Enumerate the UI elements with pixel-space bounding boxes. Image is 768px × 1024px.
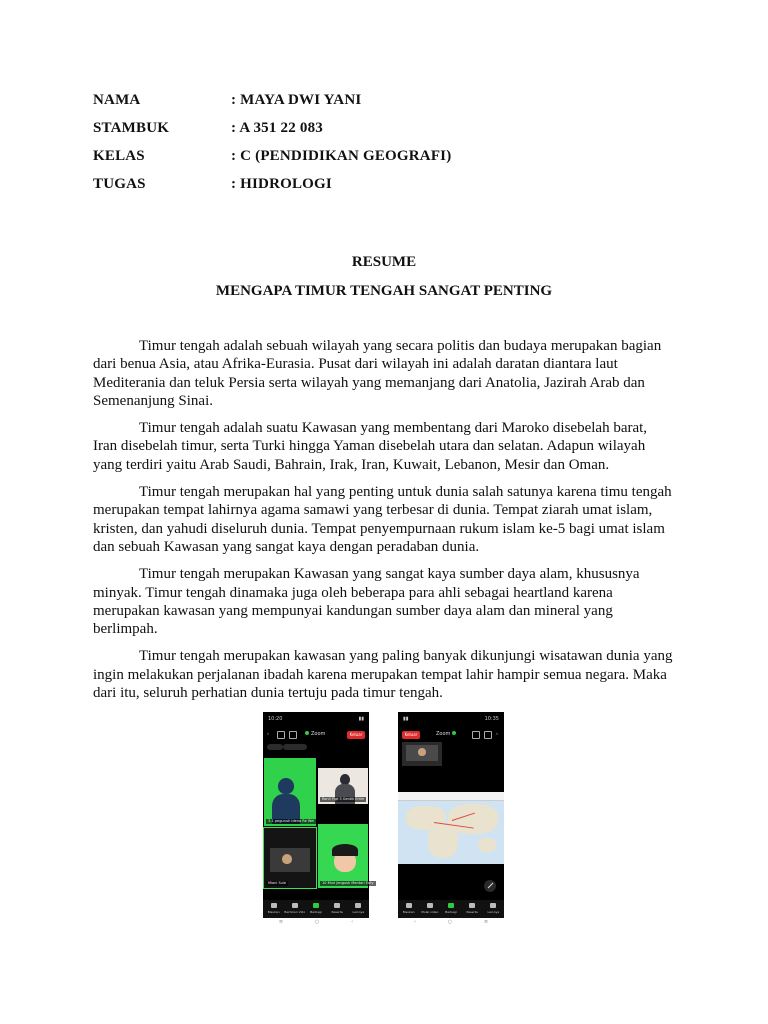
zoom-gallery-screenshot	[263, 712, 374, 918]
more-icon	[490, 903, 496, 908]
map-toolbar	[398, 792, 504, 801]
video-tile[interactable]	[318, 768, 368, 804]
identity-value: : MAYA DWI YANI	[231, 91, 362, 108]
identity-label: KELAS	[93, 147, 145, 164]
button-label: Berbagi	[445, 910, 457, 914]
status-time: 10:20	[268, 716, 283, 722]
paragraph: Timur tengah adalah sebuah wilayah yang secara politis dan budaya merupakan bagian dari benua Asia, atau Afrika-Eurasia. Pusat dari wilayah ini adalah daratan diantara laut Mediterania dan teluk Persia serta wilayah yang memanjang dari Anatolia, Jazirah Arab dan Semenanjung Sinai.	[93, 338, 662, 409]
recent-apps-icon[interactable]: ≡	[278, 919, 284, 925]
participants-button[interactable]	[328, 900, 346, 914]
stop-video-button[interactable]	[286, 900, 304, 914]
identity-label: NAMA	[93, 91, 141, 108]
identity-value: : A 351 22 083	[231, 119, 323, 136]
app-name-label: Zoom	[311, 731, 326, 737]
android-navbar	[263, 918, 369, 926]
microphone-icon	[271, 903, 277, 908]
status-time: 10:35	[484, 716, 499, 722]
identity-label: TUGAS	[93, 175, 146, 192]
meeting-controls	[263, 900, 369, 918]
identity-row-nama	[93, 86, 693, 114]
speaker-icon	[484, 731, 492, 739]
paragraph: Timur tengah merupakan kawasan yang paling banyak dikunjungi wisatawan dunia yang ingin melakukan perjalanan ibadah karena merupakan tempat lahir hampir semua negara. Maka dari itu, seluruh perhatian dunia tertuju pada timur tengah.	[93, 648, 673, 702]
leave-button[interactable]: Keluar	[347, 731, 365, 739]
button-label: Bisukan	[402, 910, 415, 914]
annotate-icon[interactable]	[484, 880, 496, 892]
video-tile[interactable]	[264, 828, 316, 888]
back-nav-icon[interactable]: ‹	[413, 919, 416, 925]
video-tile[interactable]	[318, 824, 374, 888]
more-button[interactable]	[349, 900, 367, 914]
app-name	[305, 731, 325, 737]
paragraph: Timur tengah merupakan Kawasan yang sangat kaya sumber daya alam, khususnya minyak. Timur tengah dinamaka juga oleh beberapa para ahli sebagai heartland karena merupakan kawasan yang mempunyai kandungan sumber daya alam dan mineral yang berlimpah.	[93, 566, 640, 638]
video-tile[interactable]	[264, 758, 316, 826]
identity-value: : C (PENDIDIKAN GEOGRAFI)	[231, 147, 452, 164]
back-icon: ‹	[267, 731, 269, 737]
participant-head	[418, 748, 426, 756]
button-label: Peserta	[331, 910, 343, 914]
identity-row-kelas	[93, 142, 693, 170]
button-label: Lainnya	[487, 910, 500, 914]
security-icon	[305, 731, 309, 735]
participants-icon	[334, 903, 340, 908]
back-nav-icon[interactable]: ‹	[351, 919, 354, 925]
android-navbar	[398, 918, 504, 926]
share-button[interactable]	[307, 900, 325, 914]
home-icon[interactable]: ○	[314, 919, 320, 925]
participants-button[interactable]	[463, 900, 481, 914]
app-name-label: Zoom	[436, 731, 451, 737]
page-indicator	[267, 744, 283, 750]
battery-icon: ▮▮	[358, 716, 364, 722]
participant-name: Miani Sule	[268, 881, 287, 885]
participant-head	[282, 854, 292, 864]
button-label: Bisukan	[267, 910, 280, 914]
mute-button[interactable]	[265, 900, 283, 914]
status-bar	[398, 712, 504, 726]
document-title: MENGAPA TIMUR TENGAH SANGAT PENTING	[215, 283, 553, 299]
button-label: Berbagi	[310, 910, 322, 914]
mute-button[interactable]	[400, 900, 418, 914]
share-button[interactable]	[442, 900, 460, 914]
participant-name: 10 Muri Jengush Mentari Eaty	[322, 881, 374, 885]
share-icon	[313, 903, 319, 908]
button-label: Mulai video	[421, 910, 439, 914]
body-text	[93, 337, 673, 711]
meeting-controls	[398, 900, 504, 918]
participant-head	[278, 778, 294, 794]
participant-name: Ronil Pigt 3 Gentik Erlim	[322, 797, 365, 801]
video-icon	[427, 903, 433, 908]
battery-icon: ▮▮	[403, 716, 409, 722]
meeting-topbar	[263, 728, 369, 742]
zoom-screenshare-screenshot	[398, 712, 504, 918]
meeting-topbar	[398, 728, 504, 742]
button-label: Peserta	[466, 910, 478, 914]
security-icon	[452, 731, 456, 735]
student-identity	[93, 86, 693, 198]
forward-icon: ›	[496, 731, 498, 737]
recent-apps-icon[interactable]: ≡	[483, 919, 489, 925]
participant-hair	[332, 844, 358, 856]
section-heading: RESUME	[351, 254, 417, 270]
button-label: Berhikan Vido	[284, 910, 306, 914]
app-name	[436, 731, 458, 737]
start-video-button[interactable]	[421, 900, 439, 914]
video-thumbnail[interactable]	[402, 742, 442, 766]
participants-icon	[469, 903, 475, 908]
camera-switch-icon	[289, 731, 297, 739]
identity-row-tugas	[93, 170, 693, 198]
participant-name: 3-1 pegunuh Idena Re Wei	[268, 819, 315, 823]
view-indicator	[283, 744, 307, 750]
video-icon	[292, 903, 298, 908]
identity-label: STAMBUK	[93, 119, 170, 136]
paragraph: Timur tengah merupakan hal yang penting untuk dunia salah satunya karena timu tengah merupakan tempat lahirnya agama samawi yang terbesar di dunia. Tempat ziarah umat islam, kristen, dan yahudi diseluruh dunia. Tempat penyempurnaan rukum islam ke-5 bagi umat islam dan sebuah Kawasan yang sangat kaya dengan peradaban dunia.	[93, 484, 672, 555]
share-icon	[448, 903, 454, 908]
speaker-icon	[277, 731, 285, 739]
paragraph: Timur tengah adalah suatu Kawasan yang membentang dari Maroko disebelah barat, Iran disebelah timur, serta Turki hingga Yaman disebelah utara dan selatan. Adapun wilayah yang terdiri yaitu Arab Saudi, Bahrain, Irak, Iran, Kuwait, Lebanon, Mesir dan Oman.	[93, 420, 648, 473]
shared-screen-map	[398, 792, 504, 864]
home-icon[interactable]: ○	[447, 919, 453, 925]
status-bar	[263, 712, 369, 726]
more-button[interactable]	[484, 900, 502, 914]
button-label: Lainnya	[352, 910, 365, 914]
map-landmass	[478, 838, 496, 852]
camera-switch-icon	[472, 731, 480, 739]
identity-row-stambuk	[93, 114, 693, 142]
microphone-icon	[406, 903, 412, 908]
leave-button[interactable]: Keluar	[402, 731, 420, 739]
identity-value: : HIDROLOGI	[231, 175, 332, 192]
more-icon	[355, 903, 361, 908]
